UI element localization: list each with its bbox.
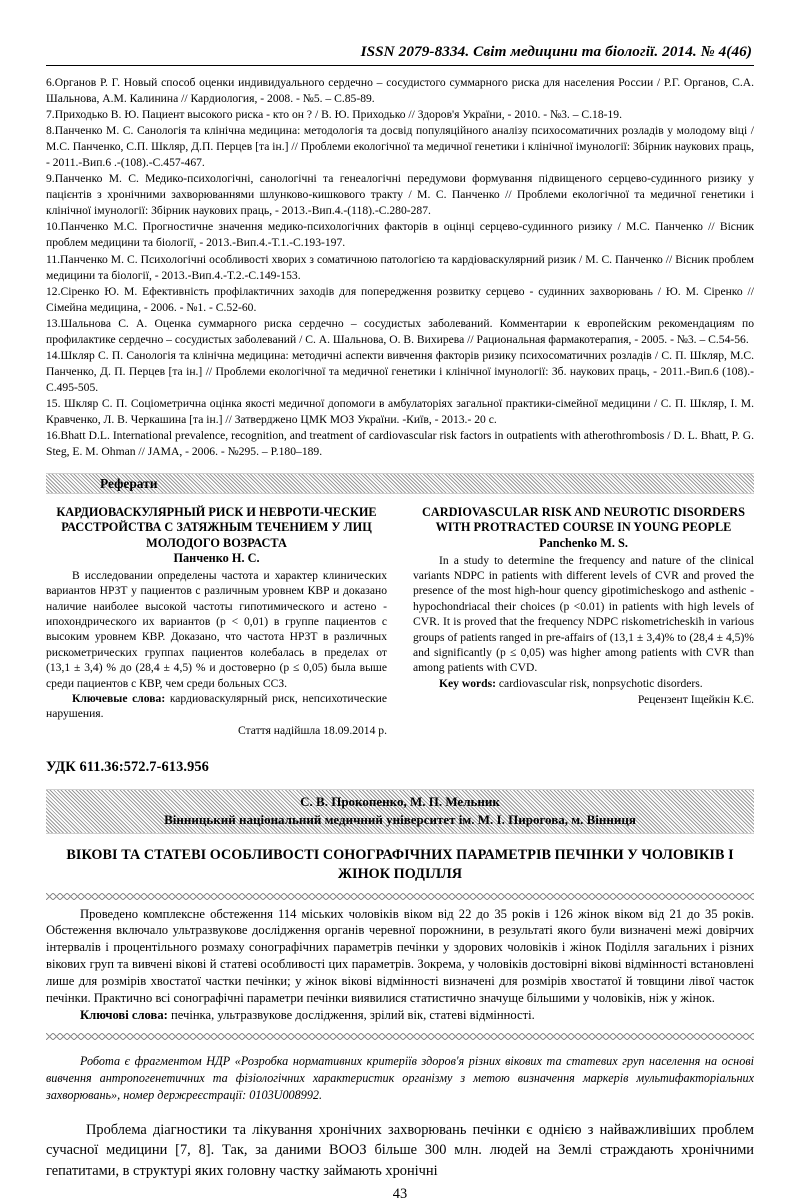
reference-item: 10.Панченко М.С. Прогностичне значення медико-психологічних факторів в оцінці серцево-судинного ризику / М.С. Панченко // Вісник проблем медицини та біології, - 2013.-Вип.4.-Т.1.-С.193-197. <box>46 220 754 250</box>
article-keywords-text: печінка, ультразвукове дослідження, зрілий вік, статеві відмінності. <box>170 1008 535 1023</box>
abstract-body-en: In a study to determine the frequency and nature of the clinical variants NDPC in patients with different levels of CVR and proved the presence of the most high-hour quency gipotimicheskogo and asthenic - hypochondriacal their choices (p <0.01) in patients with high levels of CVR. It is proved that the frequency NDPC riskometricheskih in various groups of patients ranged in pre-affairs of (13,1 ± 3,4)% to (28,4 ± 4,5)% and significantly (p ≤ 0,05) was higher among patients with CVR than among patients with CVD. <box>413 553 754 675</box>
abstracts-section-banner <box>46 473 754 494</box>
abstracts-banner-label: Реферати <box>100 476 158 492</box>
page-number: 43 <box>392 1185 408 1202</box>
reference-item: 12.Сіренко Ю. М. Ефективність профілактичних заходів для попередження розвитку серцево - судинних захворювань / Ю. М. Сіренко // Сімейна медицина, - 2006. - №1. - С.52-60. <box>46 284 754 314</box>
abstract-keywords-ru <box>46 691 387 722</box>
article-keywords <box>46 1007 754 1024</box>
udc-code: УДК 611.36:572.7-613.956 <box>46 758 209 775</box>
abstract-russian <box>46 505 387 737</box>
abstract-author-en: Panchenko M. S. <box>539 535 628 550</box>
abstract-body-ru: В исследовании определены частота и характер клинических вариантов НРЗТ у пациентов с различным уровнем КВР и доказано наличие наиболее высокой частоты гипотимического и астено - ипохондрического их вариантов (р < 0,01) в группе пациентов с высоким уровнем КВР. Доказано, что частота НРЗТ в различных рискометрических группах пациентов колебалась в пределах от (13,1 ± 3,4) % до (28,4 ± 4,5) % и достоверно (р ≤ 0,05) была выше среди пациентов с КВР, чем среди больных ССЗ. <box>46 568 387 690</box>
abstracts-columns <box>46 505 754 737</box>
zigzag-divider-bottom <box>46 1033 754 1040</box>
running-head: ISSN 2079-8334. Світ медицини та біології. 2014. № 4(46) <box>360 43 752 60</box>
abstract-footer-ru: Стаття надійшла 18.09.2014 р. <box>237 723 387 737</box>
reference-item: 14.Шкляр С. П. Санологія та клінічна медицина: методичні аспекти вивчення факторів ризику психосоматичних розладів / С. П. Шкляр, М.С. Панченко, Д. П. Перцев [та ін.] // Проблеми екологічної та медичної генетики і клінічної імунології: Зб. наукових праць, - 2011.-Вип.6 (108).-С.495-505. <box>46 348 754 394</box>
abstract-title-en: CARDIOVASCULAR RISK AND NEUROTIC DISORDERS WITH PROTRACTED COURSE IN YOUNG PEOPLE <box>422 505 745 535</box>
reference-item: 11.Панченко М. С. Психологічні особливості хворих з соматичною патологією та кардіоваскулярний ризик / М. С. Панченко // Вісник проблем медицини та біології, - 2013.-Вип.4.-Т.2.-С.149-153. <box>46 252 754 282</box>
reference-item: 16.Bhatt D.L. International prevalence, recognition, and treatment of cardiovascular risk factors in outpatients with atherothrombosis / D. L. Bhatt, P. G. Steg, E. M. Ohman // JAMA, - 2006. - №295. – P.180–189. <box>46 429 754 459</box>
keywords-label-ru: Ключевые слова: <box>72 692 166 706</box>
funding-note: Робота є фрагментом НДР «Розробка нормативних критеріїв здоров'я різних вікових та статевих груп населення на основі вивчення антропогенетичних та фізіологічних характеристик організму з метою визначення маркерів мультифакторіальних захворювань», номер держреєстрації: 0103U008992. <box>46 1054 754 1102</box>
article-authors: С. В. Прокопенко, М. П. Мельник <box>300 793 500 809</box>
keywords-text-en: cardiovascular risk, nonpsychotic disorders. <box>498 676 703 690</box>
header-rule <box>46 65 754 66</box>
article-keywords-label: Ключові слова: <box>80 1008 168 1023</box>
keywords-label-en: Key words: <box>439 676 496 690</box>
abstract-english <box>413 505 754 737</box>
abstract-title-ru: КАРДИОВАСКУЛЯРНЫЙ РИСК И НЕВРОТИ-ЧЕСКИЕ РАССТРОЙСТВА С ЗАТЯЖНЫМ ТЕЧЕНИЕМ У ЛИЦ МОЛОДОГО ВОЗРАСТА <box>56 505 377 550</box>
article-abstract: Проведено комплексне обстеження 114 міських чоловіків віком від 22 до 35 років і 126 жінок віком від 21 до 35 років. Обстеження включало ультразвукове дослідження органів черевної порожнини, в результаті якого були визначені межі довірчих інтервалів і процентільного розмаху сонографічних параметрів печінки у здорових чоловіків і жінок Поділля загальних і різних вікових груп та вивчені вікові й статеві особливості цих параметрів. Зокрема, у чоловіків достовірні вікові відмінності встановлені лише для розмірів хвостатої частки печінки; у жінок вікові відмінності визначені для розмірів хвостатої й товщини лівої часток печінки. Практично всі сонографічні параметри печінки виявилися статистично значуще більшими у чоловіків, ніж у жінок. <box>46 906 754 1006</box>
zigzag-divider-top <box>46 893 754 900</box>
reference-item: 6.Органов Р. Г. Новый способ оценки индивидуального сердечно – сосудистого суммарного риска для населения России / Р.Г. Органов, С.А. Шальнова, А.М. Калинина // Кардиология, - 2008. - №5. – С.85-89. <box>46 76 754 106</box>
reference-item: 8.Панченко М. С. Санологія та клінічна медицина: методологія та досвід популяційного аналізу психосоматичних розладів у молодому віці / М.С. Панченко, С.П. Шкляр, Д.П. Перцев [та ін.] // Проблеми екологічної та медичної генетики і клінічної імунології: Збірник наукових праць, - 2011.-Вип.6 .-(108).-С.457-467. <box>46 124 754 170</box>
article-affiliation: Вінницький національний медичний університет ім. М. І. Пирогова, м. Вінниця <box>164 812 636 828</box>
abstract-footer-en: Рецензент Іщейкін К.Є. <box>637 693 754 707</box>
keywords-text-ru: кардиоваскулярный риск, непсихотические нарушения. <box>46 692 387 721</box>
article-title: ВІКОВІ ТА СТАТЕВІ ОСОБЛИВОСТІ СОНОГРАФІЧНИХ ПАРАМЕТРІВ ПЕЧІНКИ У ЧОЛОВІКІВ І ЖІНОК ПОДІЛЛЯ <box>66 846 734 882</box>
reference-item: 9.Панченко М. С. Медико-психологічні, санологічні та генеалогічні передумови формування підвищеного серцево-судинного ризику у пацієнтів з хронічними захворюваннями шлунково-кишкового тракту / М. С. Панченко // Проблеми екологічної та медичної генетики і клінічної імунології: Збірник наукових праць, - 2013.-Вип.4.-(118).-С.280-287. <box>46 172 754 218</box>
article-introduction: Проблема діагностики та лікування хронічних захворювань печінки є однією з найважливіших проблем сучасної медицини [7, 8]. Так, за даними ВООЗ більше 300 млн. людей на Землі страждають хронічними гепатитами, в структурі яких головну частку займають хронічні <box>46 1121 754 1180</box>
reference-item: 15. Шкляр С. П. Соціометрична оцінка якості медичної допомоги в амбулаторіях загальної практики-сімейної медицини / С. П. Шкляр, І. М. Кравченко, Л. В. Черкашина [та ін.] // Затверджено ЦМК МОЗ України. -Київ, - 2013.- 20 с. <box>46 396 754 426</box>
abstract-author-ru: Панченко Н. С. <box>173 550 260 565</box>
reference-item: 7.Приходько В. Ю. Пациент высокого риска - кто он ? / В. Ю. Приходько // Здоров'я України, - 2010. - №3. – С.18-19. <box>46 108 622 122</box>
article-author-banner <box>46 789 754 834</box>
reference-list <box>46 75 754 460</box>
reference-item: 13.Шальнова С. А. Оценка суммарного риска сердечно – сосудистых заболеваний. Комментарии к европейским рекомендациям по профилактике сердечно – сосудистых заболеваний / С. А. Шальнова, О. В. Вихирева // Рациональная фармакотерапия, - 2005. - №3. – С.54-56. <box>46 316 754 346</box>
abstract-keywords-en <box>413 676 754 691</box>
